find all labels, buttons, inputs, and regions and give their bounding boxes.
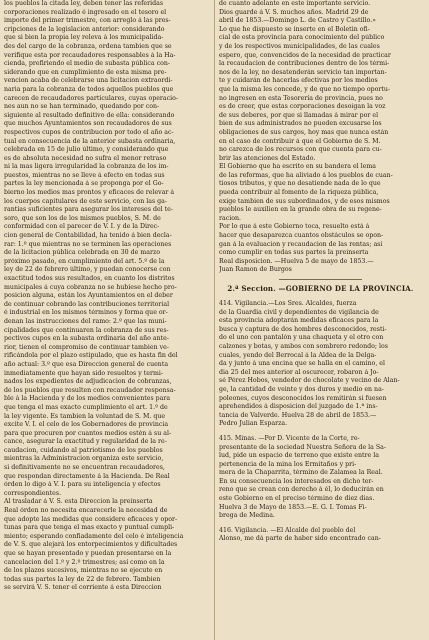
text-line: todas sus partes la ley de 22 de febrero. Tambien bbox=[4, 575, 161, 583]
text-line: los pueblos la citada ley, deben tener las referidas bbox=[4, 0, 164, 7]
text-line: lud, pide un espacio de terreno que existe entre la bbox=[219, 452, 379, 460]
text-line: esta provincia adoptarán medidas eficaces para la bbox=[219, 317, 379, 325]
text-line: los cuerpos capitulares de este servicio, con las ga- bbox=[4, 197, 167, 205]
section-header: 2.ª Seccion. —GOBIERNO DE LA PROVINCIA. bbox=[227, 284, 414, 293]
text-line: de la Guardia civil y dependientes de vigilancia de bbox=[219, 308, 379, 316]
text-line: ge, la cantidad de veinte y dos duros y medio en na- bbox=[219, 385, 384, 393]
text-line: de los plazos sucesivos, mientras no se ejecute en bbox=[4, 567, 163, 575]
text-line: Lo que he dispuesto se inserte en el Boletin ofi- bbox=[219, 25, 370, 33]
text-line: reno que se crean con derecho á él, lo deducirán en bbox=[219, 486, 384, 494]
text-line: Dios guarde á V. S. muchos años. Madrid 29 de bbox=[219, 8, 369, 16]
text-line: de sus deberes, por que si llamadas á mirar por el bbox=[219, 111, 379, 119]
text-line: que muchos Ayuntamientos son recaudadores de sus bbox=[4, 120, 172, 128]
text-line: exige tambien de sus subordinados, y de esos mismos bbox=[219, 197, 390, 205]
text-line: sé Pérez Hobos, vendedor de chocolate y vecino de Alan- bbox=[219, 377, 400, 385]
text-line: calzones y botas, y ambos con sombrero redondo; los bbox=[219, 342, 388, 350]
text-line: conformidad con el parecer de V. I. y de la Direc- bbox=[4, 223, 160, 231]
text-line: puestos, mientras no se lleve á efecto en todas sus bbox=[4, 171, 165, 179]
text-line: de los pueblos que resulten con recaudador responsa- bbox=[4, 386, 176, 394]
text-line: nos de la ley, no desatenderán servicio tan importan- bbox=[219, 68, 387, 76]
left-column bbox=[4, 0, 207, 593]
text-line: la recaudacion de contribuciones dentro de los térmi- bbox=[219, 60, 390, 68]
text-line: cion general de Contabilidad, ha tenido á bien decla- bbox=[4, 232, 172, 240]
text-line: próximo pasado, en cumplimiento del art. 5.º de la bbox=[4, 257, 165, 265]
text-line: se servirá V. S. tener el corriente á esta Direccion bbox=[4, 584, 162, 592]
text-line: Real disposicion. —Huelva 5 de mayo de 1853.— bbox=[219, 257, 374, 265]
text-line: racion. bbox=[219, 214, 241, 222]
text-line: te y cuidarán de hacerlas efectivas por los medios bbox=[219, 77, 378, 85]
text-line: como cumplir en todas sus partes la preinserta bbox=[219, 249, 369, 257]
text-line: nes aun no se han terminado, quedando por con- bbox=[4, 103, 160, 111]
text-line: que respondan directamente á la Hacienda. De Real bbox=[4, 472, 170, 480]
text-line: 415. Minas. —Por D. Vicente de la Corte, re- bbox=[219, 434, 360, 442]
text-line: tunas para que tenga el mas exacto y puntual cumpli- bbox=[4, 524, 175, 532]
text-line: de las reformas, que ha aliviado á los pueblos de cuan- bbox=[219, 171, 393, 179]
text-line: rantías suficientes para asegurar los intereses del te- bbox=[4, 206, 173, 214]
text-line: que se hayan presentado y puedan presentarse en la bbox=[4, 550, 172, 557]
notice-415 bbox=[219, 435, 422, 521]
text-line: gan á la evaluacion y recaudacion de las rentas; así bbox=[219, 240, 383, 248]
text-line: En su consecuencia los interesados en dicho ter- bbox=[219, 477, 374, 485]
text-line: presentante de la sociedad Nuestra Señora de la Sa- bbox=[219, 443, 386, 451]
text-line: des del cargo de la cobranza, ordena tambien que se bbox=[4, 42, 172, 50]
text-line: inmediatamente que hayan sido resueltos y termi- bbox=[4, 369, 163, 377]
text-line: en el caso de contribuir á que el Gobierno de S. M. bbox=[219, 137, 381, 145]
text-line: pectivos cupos en la subasta ordinaria del año ante- bbox=[4, 335, 169, 343]
text-line: partes la ley mencionada á se proponga por el Go- bbox=[4, 180, 164, 188]
text-line: respectivos cupos de contribucion por todo el año ac- bbox=[4, 128, 174, 136]
text-line: siguiente al resultado definitivo de ella: considerando bbox=[4, 111, 175, 119]
text-line: naria para la cobranza de todos aquellos pueblos que bbox=[4, 85, 174, 93]
text-line: es de absoluta necesidad no sufra el menor retraso bbox=[4, 154, 167, 162]
text-line: excite V. I. el celo de los Gobernadores de provincia bbox=[4, 421, 169, 429]
text-line: brir las atenciones del Estado. bbox=[219, 154, 316, 162]
text-line: corporaciones realizado é ingresado en el tesoro el bbox=[4, 8, 167, 16]
text-line: que adopte las medidas que considere eficaces y opor- bbox=[4, 515, 178, 523]
text-line: cancelacion del 1.º y 2.º trimestres; así como en la bbox=[4, 558, 165, 566]
text-line: que si bien la propia ley releva á los municipalida- bbox=[4, 34, 164, 42]
text-line: es de creer, que estas corporaciones desoigan la voz bbox=[219, 103, 386, 111]
text-line: exactitud todos sus resultados, en cuanto los distritos bbox=[4, 275, 175, 282]
left-column-text bbox=[4, 0, 207, 593]
text-line: tiosos tributos, y que no desatiende nada de lo que bbox=[219, 180, 381, 188]
text-line: 414. Vigilancia.—Los Sres. Alcaldes, fuerza bbox=[219, 300, 357, 307]
text-line: verifique esta por recaudadores responsables á la Ha- bbox=[4, 51, 176, 59]
text-line: obligaciones de sus cargos, hoy mas que nunca están bbox=[219, 128, 389, 136]
text-line: abril de 1853.—Domingo L. de Castro y Castillo.» bbox=[219, 17, 376, 25]
text-line: brega de Medina. bbox=[219, 512, 275, 520]
text-line: que tenga el mas exacto cumplimiento el art. 1.º de bbox=[4, 403, 168, 411]
text-line: mera de la Chaparrita, término de Zalamea la Real. bbox=[219, 469, 383, 477]
notice-414 bbox=[219, 300, 422, 429]
text-line: de la licitacion pública celebrada en 30 de marzo bbox=[4, 249, 161, 257]
separator-rule bbox=[279, 279, 362, 280]
text-line: da y junto á una encina que se halla en el camino, el bbox=[219, 360, 385, 368]
text-line: nados los expedientes de adjudicacion de cobranzas, bbox=[4, 378, 172, 386]
text-line: vencion acaba de celebrarse una licitacion extraordi- bbox=[4, 77, 173, 85]
text-line: importe del primer trimestre, con arreglo á las pres- bbox=[4, 17, 171, 25]
text-line: ni la mas ligera irregularidad la cobranza de los im- bbox=[4, 163, 169, 171]
text-line: pueblos le auxilien en la grande obra de su regene- bbox=[219, 206, 382, 214]
text-line: rar: 1.º que mientras no se terminen las operaciones bbox=[4, 240, 172, 248]
text-line: cance, asegurar la exactitud y regularidad de la re- bbox=[4, 438, 167, 446]
text-line: año actual: 3.º que esa Direccion general de cuenta bbox=[4, 360, 169, 368]
text-line: mientras la Administracion organiza este servicio, bbox=[4, 455, 164, 463]
text-line: Al trasladar á V. S. esta Direccion la preinserta bbox=[4, 498, 153, 506]
text-line: cial de esta provincia para conocimiento del público bbox=[219, 34, 385, 42]
text-line: El Gobierno que ha escrito en su bandera el lema bbox=[219, 163, 376, 171]
text-line: no carezca de los recursos con que cuenta para cu- bbox=[219, 146, 382, 154]
text-line: de cuanto adelante en este importante servicio. bbox=[219, 0, 371, 7]
text-line: é industrial en los mismos términos y forma que or- bbox=[4, 309, 168, 317]
text-line: la ley vigente. Es tambien la voluntad de S. M. que bbox=[4, 412, 166, 420]
text-line: Por lo que á este Gobierno toca, resuelto está á bbox=[219, 223, 370, 231]
text-line: caudacion, cuidando al patriotismo de los pueblos bbox=[4, 446, 163, 454]
text-line: bien de sus administrados no pueden excusarse los bbox=[219, 120, 382, 128]
text-line: de continuar cobrando las contribuciones territorial bbox=[4, 300, 170, 308]
text-line: hacer que desaparezca cuantos obstáculos se opon- bbox=[219, 232, 384, 240]
text-line: miento; esperando confiadamente del celo é inteligencia bbox=[4, 532, 184, 540]
text-line: aprehendidos á disposicion del juzgado de 1.ª ins- bbox=[219, 403, 378, 411]
text-line: carecen de recaudadores particulares, cuyas operacio- bbox=[4, 94, 178, 102]
text-line: do el uno con pantalón y una chaqueta y el otro con bbox=[219, 334, 384, 342]
text-line: y de los respectivos municipalidades, de las cuales bbox=[219, 42, 380, 50]
text-line: soro, que son los de los mismos pueblos, S. M. de bbox=[4, 214, 161, 222]
text-line: cienda, prefiriendo el medio de subasta pública con- bbox=[4, 60, 171, 68]
text-line: tual en consecuencia de la anterior subasta ordinaria, bbox=[4, 137, 176, 145]
text-line: Real órden no necesita encarecerle la necesidad de bbox=[4, 507, 168, 515]
text-line: pertenencia de la mina los Ermitaños y pri- bbox=[219, 460, 357, 468]
column-divider bbox=[214, 0, 215, 640]
text-line: cuales, yendo del Berrocal á la Aldea de la Delga- bbox=[219, 351, 377, 359]
text-line: rificándola por el plazo estipulado, que es hasta fin del bbox=[4, 352, 178, 360]
text-line: Huelva 3 de Mayo de 1853.—E. G. I. Tomas Fi- bbox=[219, 503, 367, 511]
notice-416 bbox=[219, 527, 422, 544]
text-line: municipales á cuya cobranza no se hubiese hecho pro- bbox=[4, 283, 177, 291]
text-line: celebrada en 15 de julio último, y considerando que bbox=[4, 146, 169, 154]
text-line: rior, tienen el compromiso de continuar tambien ve- bbox=[4, 343, 169, 351]
text-line: espero, que, convencidos de la necesidad de practicar bbox=[219, 51, 391, 59]
text-line: 416. Vigilancia. —El Alcalde del pueblo del bbox=[219, 526, 356, 534]
text-line: pueda contribuir al fomento de la riqueza pública, bbox=[219, 189, 379, 197]
text-line: denan las instrucciones del ramo: 2.º que las muni- bbox=[4, 317, 167, 325]
text-line: para que procuren por cuantos medios estén á su al- bbox=[4, 429, 172, 437]
text-line: busca y captura de dos hombres desconocidos, resti- bbox=[219, 325, 387, 333]
text-line: dia 25 del mes anterior al oscurecer, robaron á Jo- bbox=[219, 368, 379, 376]
text-line: de V. S. que alejará los entorpecimientos y dificultades bbox=[4, 541, 178, 549]
text-line: órden lo digo á V. I. para su inteligencia y efectos bbox=[4, 481, 161, 489]
text-line: que la misma les concede, y de que no tiempo oportu- bbox=[219, 85, 390, 93]
text-line: ble á la Hacienda y de los medios convenientes para bbox=[4, 395, 171, 403]
text-line: ley de 22 de febrero último, y puedan conocerse con bbox=[4, 266, 171, 274]
text-line: correspondientes. bbox=[4, 489, 62, 497]
text-line: bierno los medios mas prontos y eficaces de relevar á bbox=[4, 189, 175, 197]
text-line: tancia de Valverde. Huelva 28 de abril de 1853.— bbox=[219, 411, 377, 419]
text-line: cripciones de la legislacion anterior: considerando bbox=[4, 25, 165, 33]
text-line: Pedro Julian Esparza. bbox=[219, 420, 288, 428]
right-column bbox=[219, 0, 422, 544]
text-line: este Gobierno en el preciso término de diez dias. bbox=[219, 495, 375, 503]
text-line: siderando que en cumplimiento de esta misma pre- bbox=[4, 68, 167, 76]
text-line: cipalidades que continuaren la cobranza de sus res- bbox=[4, 326, 169, 334]
text-line: si definitivamente no se encuentran recaudadores, bbox=[4, 464, 165, 472]
text-line: no ingresen en esta Tesorería de provincia, pues no bbox=[219, 94, 383, 102]
circular-text bbox=[219, 0, 422, 275]
text-line: Alonso, me dá parte de haber sido encontrado can- bbox=[219, 535, 381, 543]
text-line: Juan Ramon de Burgos bbox=[219, 266, 292, 274]
text-line: posicion alguna, están los Ayuntamientos en el deber bbox=[4, 292, 173, 300]
text-line: poleones, cuyos desconocidos los remitirán si fuesen bbox=[219, 394, 387, 402]
